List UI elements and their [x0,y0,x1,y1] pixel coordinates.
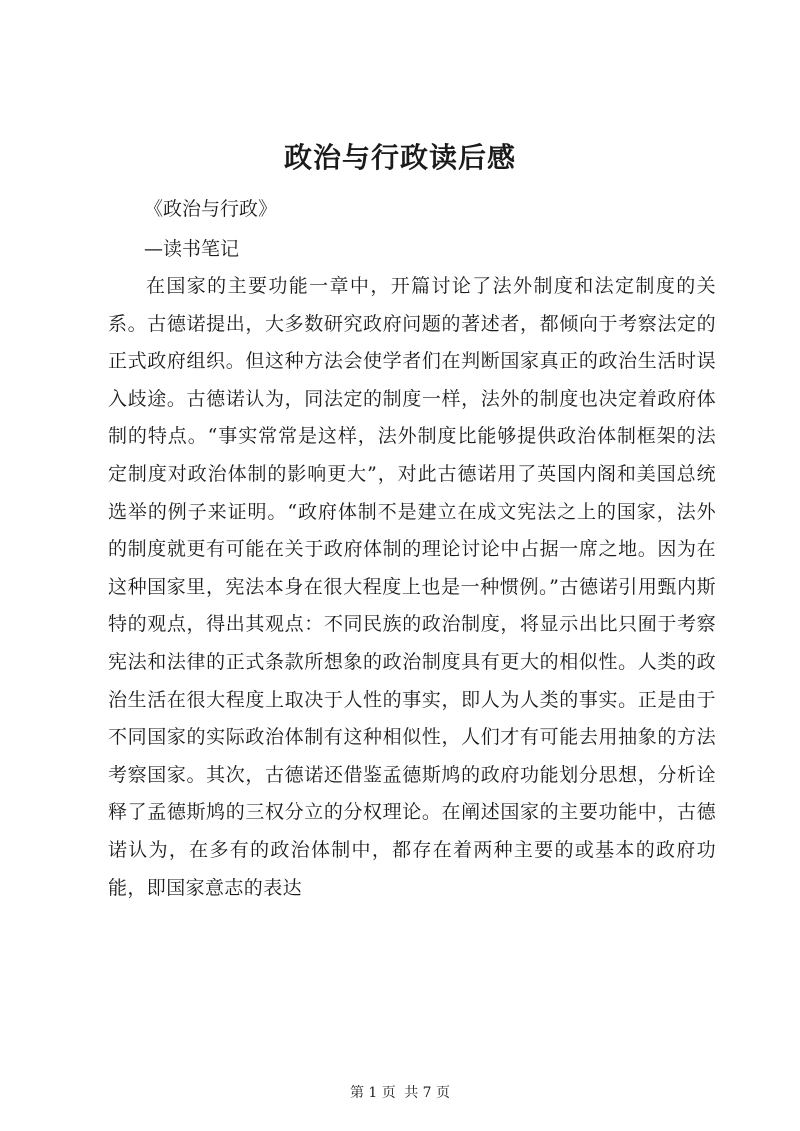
document-title: 政治与行政读后感 [283,141,516,174]
page-total: 共 7 页 [404,1085,451,1101]
page-number: 第 1 页 [349,1085,396,1101]
book-title: 《政治与行政》 [144,198,278,220]
body-paragraph: 在国家的主要功能一章中，开篇讨论了法外制度和法定制度的关系。古德诺提出，大多数研究政府问题的著述者，都倾向于考察法定的正式政府组织。但这种方法会使学者们在判断国家真正的政治生活时误入歧途。古德诺认为，同法定的制度一样，法外的制度也决定着政府体制的特点。“事实常常是这样，法外制度比能够提供政治体制框架的法定制度对政治体制的影响更大”，对此古德诺用了英国内阁和美国总统选举的例子来证明。“政府体制不是建立在成文宪法之上的国家，法外的制度就更有可能在关于政府体制的理论讨论中占据一席之地。因为在这种国家里，宪法本身在很大程度上也是一种惯例。”古德诺引用甄内斯特的观点，得出其观点：不同民族的政治制度，将显示出比只囿于考察宪法和法律的正式条款所想象的政治制度具有更大的相似性。人类的政治生活在很大程度上取决于人性的事实，即人为人类的事实。正是由于不同国家的实际政治体制有这种相似性，人们才有可能去用抽象的方法考察国家。其次，古德诺还借鉴孟德斯鸠的政府功能划分思想，分析诠释了孟德斯鸠的三权分立的分权理论。在阐述国家的主要功能中，古德诺认为，在多有的政治体制中，都存在着两种主要的或基本的政府功能，即国家意志的表达 [108,275,716,899]
page-footer [0,1083,800,1103]
reading-notes-subtitle: —读书笔记 [144,238,240,260]
